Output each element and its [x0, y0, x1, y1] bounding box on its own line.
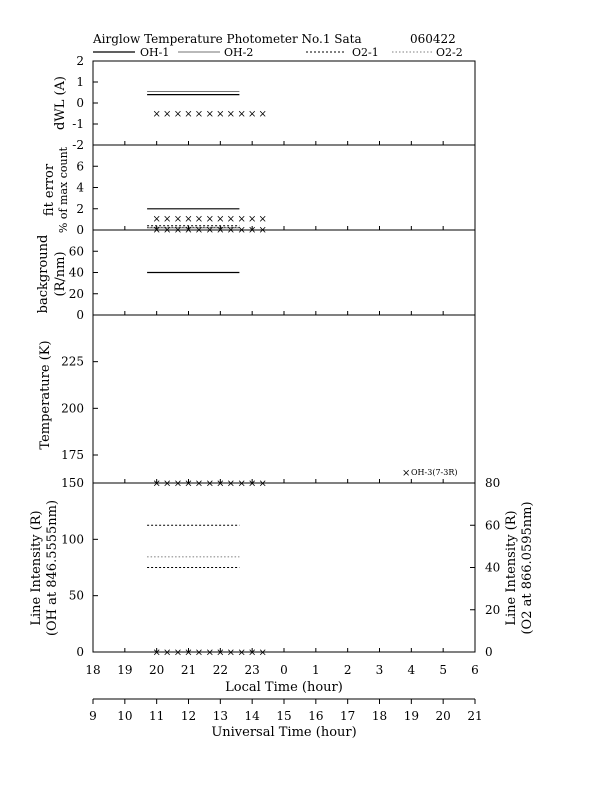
fit-marker: ×: [194, 213, 204, 225]
intensity-marker: ×: [226, 647, 236, 659]
local-time-tick-label: 20: [149, 663, 165, 677]
fit-marker: ×: [258, 213, 267, 225]
local-time-tick-label: 0: [280, 663, 288, 677]
intensity-ylabel-right-2: (O2 at 866.0595nm): [520, 501, 535, 635]
panel-intensity-frame: [93, 483, 475, 652]
intensity-marker: ×: [184, 478, 193, 490]
fit-marker: ×: [152, 213, 161, 225]
local-time-tick-label: 23: [244, 663, 260, 677]
chart-marks: [61, 54, 500, 723]
ut-tick-label: 20: [435, 709, 451, 723]
intensity-marker: ×: [205, 647, 215, 659]
local-time-tick-label: 18: [85, 663, 101, 677]
fit-marker: ×: [152, 224, 161, 236]
fit-marker: ×: [184, 224, 193, 236]
intensity-marker: ×: [173, 647, 183, 659]
fit-marker: ×: [237, 224, 246, 236]
intensity-marker: ×: [216, 478, 225, 490]
legend-label-oh-2: OH-2: [224, 46, 254, 59]
intensity-marker: ×: [205, 478, 215, 490]
local-time-tick-label: 22: [212, 663, 228, 677]
fit-marker: ×: [247, 213, 257, 225]
fit-marker: ×: [258, 224, 267, 236]
ut-tick-label: 13: [212, 709, 228, 723]
intensity-marker: ×: [184, 647, 193, 659]
intensity-ytick-right-label: 0: [485, 645, 493, 659]
local-time-tick-label: 19: [117, 663, 133, 677]
fit-ytick-label: 2: [76, 201, 84, 216]
fit-marker: ×: [162, 213, 172, 225]
fit-marker: ×: [216, 224, 225, 236]
legend: [93, 46, 463, 59]
dwl-marker: ×: [258, 109, 267, 120]
temperature-marker-label: OH-3(7-3R): [411, 468, 458, 477]
fit-marker: ×: [162, 224, 172, 236]
intensity-marker: ×: [152, 647, 161, 659]
fit-marker: ×: [205, 213, 215, 225]
intensity-marker: ×: [237, 647, 246, 659]
intensity-marker: ×: [247, 478, 257, 490]
intensity-marker: ×: [173, 478, 183, 490]
intensity-marker: ×: [226, 478, 236, 490]
universal-time-label: Universal Time (hour): [211, 725, 357, 740]
background-ytick-label: 60: [68, 244, 84, 259]
intensity-ytick-label: 150: [61, 476, 84, 490]
fit-marker: ×: [226, 213, 236, 225]
local-time-tick-label: 2: [343, 663, 352, 677]
ut-tick-label: 17: [340, 709, 356, 723]
ut-tick-label: 19: [403, 709, 419, 723]
temperature-ytick-label: 200: [61, 401, 84, 416]
dwl-marker: ×: [216, 109, 225, 120]
ut-tick-label: 10: [117, 709, 133, 723]
dwl-ytick-label: 2: [76, 54, 84, 68]
local-time-tick-label: 21: [180, 663, 197, 677]
intensity-marker: ×: [247, 647, 257, 659]
fit-marker: ×: [226, 224, 236, 236]
ut-tick-label: 14: [244, 709, 260, 723]
ut-tick-label: 15: [276, 709, 292, 723]
fit-marker: ×: [216, 213, 225, 225]
intensity-ytick-label: 100: [61, 532, 84, 547]
ut-tick-label: 16: [308, 709, 324, 723]
ut-tick-label: 18: [371, 709, 388, 723]
temperature-marker-symbol: ×: [402, 468, 411, 479]
dwl-marker: ×: [205, 109, 215, 120]
dwl-marker: ×: [194, 109, 204, 120]
background-ylabel: background: [36, 234, 51, 314]
dwl-marker: ×: [173, 109, 183, 120]
legend-label-o2-1: O2-1: [352, 46, 379, 59]
dwl-marker: ×: [237, 109, 246, 120]
temperature-ytick-label: 225: [61, 354, 84, 369]
dwl-marker: ×: [152, 109, 161, 120]
background-ytick-label: 40: [68, 265, 84, 280]
fit-ytick-label: 4: [76, 180, 84, 195]
dwl-ytick-label: -2: [72, 138, 84, 152]
dwl-marker: ×: [184, 109, 193, 120]
local-time-label: Local Time (hour): [225, 680, 343, 695]
fit-ytick-label: 0: [76, 223, 84, 237]
figure-date: 060422: [410, 32, 456, 46]
intensity-ylabel-right: Line Intensity (R): [504, 510, 519, 626]
legend-label-o2-2: O2-2: [436, 46, 463, 59]
ut-tick-label: 11: [149, 709, 165, 723]
temperature-ylabel: Temperature (K): [38, 340, 53, 450]
ut-tick-label: 12: [180, 709, 197, 723]
intensity-marker: ×: [152, 478, 161, 490]
intensity-ytick-label: 50: [68, 588, 84, 603]
intensity-marker: ×: [258, 478, 267, 490]
fit-marker: ×: [173, 213, 183, 225]
fit-marker: ×: [173, 224, 183, 236]
local-time-tick-label: 4: [407, 663, 416, 677]
panel-dwl-frame: [93, 61, 475, 145]
intensity-marker: ×: [194, 647, 204, 659]
dwl-marker: ×: [226, 109, 236, 120]
intensity-marker: ×: [237, 478, 246, 490]
intensity-ytick-right-label: 80: [485, 476, 501, 490]
intensity-marker: ×: [258, 647, 267, 659]
intensity-ylabel: Line Intensity (R): [29, 510, 44, 626]
local-time-tick-label: 6: [471, 663, 479, 677]
local-time-tick-label: 3: [375, 663, 384, 677]
fit-marker: ×: [194, 224, 204, 236]
intensity-ylabel-2: (OH at 846.5555nm): [45, 499, 60, 637]
fit-marker: ×: [205, 224, 215, 236]
intensity-ytick-right-label: 60: [485, 518, 501, 533]
intensity-marker: ×: [162, 647, 172, 659]
dwl-ytick-label: 0: [76, 96, 84, 110]
legend-label-oh-1: OH-1: [140, 46, 170, 59]
dwl-marker: ×: [162, 109, 172, 120]
local-time-tick-label: 5: [439, 663, 447, 677]
background-ytick-label: 0: [76, 308, 84, 322]
temperature-ytick-label: 175: [61, 448, 84, 462]
background-ylabel-2: (R/nm): [53, 251, 68, 297]
intensity-ytick-right-label: 20: [485, 602, 501, 617]
ut-tick-label: 21: [467, 709, 483, 723]
figure-title: Airglow Temperature Photometer No.1 Sata: [93, 32, 362, 46]
fit-ylabel: fit error: [42, 163, 57, 217]
fit-ylabel-2: % of max count: [57, 146, 70, 234]
ut-tick-label: 9: [89, 709, 97, 723]
dwl-ytick-label: 1: [76, 75, 84, 89]
dwl-ylabel: dWL (A): [53, 76, 68, 130]
intensity-marker: ×: [194, 478, 204, 490]
background-ytick-label: 20: [68, 286, 84, 301]
fit-marker: ×: [184, 213, 193, 225]
panel-temperature-frame: [93, 315, 475, 483]
local-time-tick-label: 1: [312, 663, 320, 677]
intensity-ytick-label: 0: [76, 645, 84, 659]
intensity-ytick-right-label: 40: [485, 560, 501, 575]
intensity-marker: ×: [162, 478, 172, 490]
fit-ytick-label: 6: [76, 159, 84, 174]
dwl-marker: ×: [247, 109, 257, 120]
fit-marker: ×: [247, 224, 257, 236]
fit-marker: ×: [237, 213, 246, 225]
dwl-ytick-label: -1: [72, 117, 84, 131]
panel-fit-error-frame: [93, 145, 475, 230]
intensity-marker: ×: [216, 647, 225, 659]
